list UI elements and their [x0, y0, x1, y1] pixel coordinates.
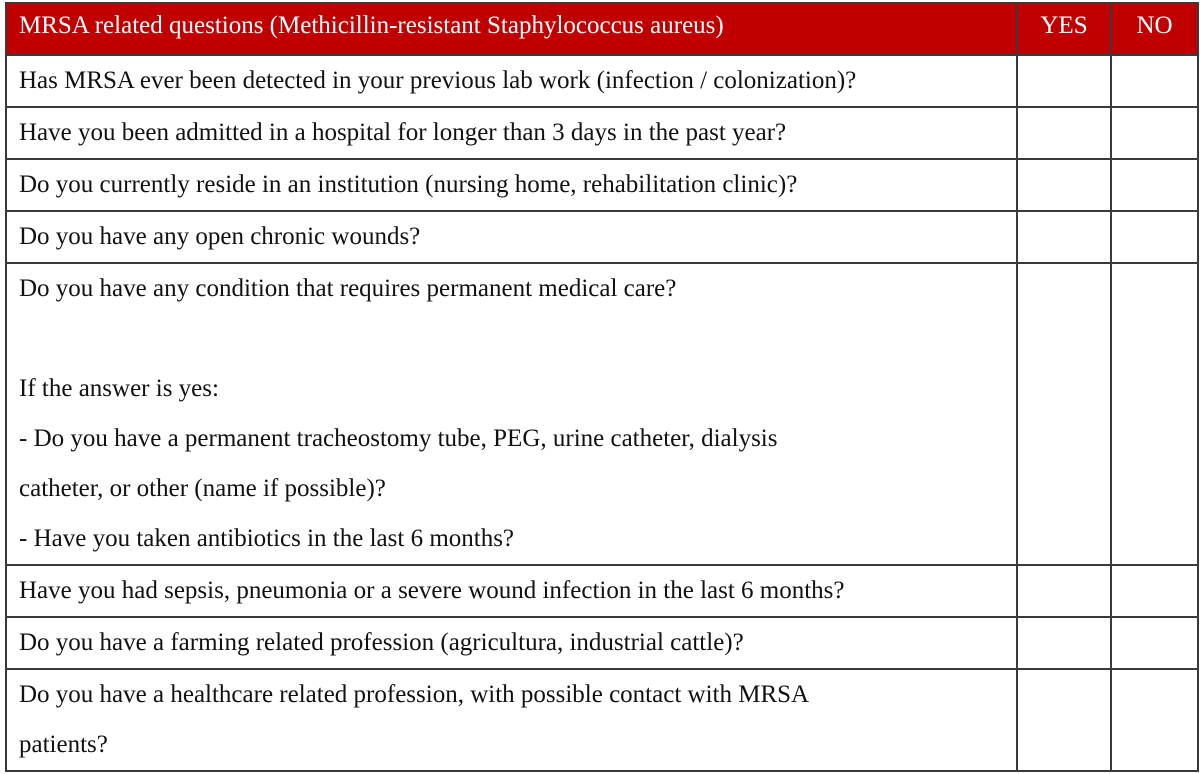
yes-answer-cell[interactable]: [1017, 669, 1111, 771]
no-answer-cell[interactable]: [1111, 263, 1198, 565]
question-text: Do you have any condition that requires permanent medical care?: [19, 275, 677, 302]
table-row: [6, 669, 1198, 771]
mrsa-questionnaire-table: [5, 2, 1199, 772]
question-text: Have you had sepsis, pneumonia or a severe wound infection in the last 6 months?: [19, 577, 845, 604]
yes-answer-cell[interactable]: [1017, 55, 1111, 107]
question-text: Do you have a farming related profession (agricultura, industrial cattle)?: [19, 629, 744, 656]
question-text: Do you currently reside in an institution (nursing home, rehabilitation clinic)?: [19, 171, 798, 198]
question-text: catheter, or other (name if possible)?: [19, 475, 386, 502]
no-answer-cell[interactable]: [1111, 617, 1198, 669]
yes-header: YES: [1017, 3, 1111, 55]
question-text: Have you been admitted in a hospital for longer than 3 days in the past year?: [19, 119, 787, 146]
question-cell: [6, 159, 1017, 211]
question-cell: [6, 107, 1017, 159]
question-cell: [6, 669, 1017, 771]
yes-answer-cell[interactable]: [1017, 263, 1111, 565]
no-answer-cell[interactable]: [1111, 565, 1198, 617]
table-row: [6, 263, 1198, 565]
no-answer-cell[interactable]: [1111, 669, 1198, 771]
no-answer-cell[interactable]: [1111, 55, 1198, 107]
question-text: Do you have a healthcare related profession, with possible contact with MRSA: [19, 681, 810, 708]
question-cell: [6, 617, 1017, 669]
table-row: [6, 211, 1198, 263]
question-text: If the answer is yes:: [19, 375, 219, 402]
question-text: Do you have any open chronic wounds?: [19, 223, 421, 250]
yes-answer-cell[interactable]: [1017, 211, 1111, 263]
question-header: MRSA related questions (Methicillin-resistant Staphylococcus aureus): [6, 3, 1017, 55]
yes-answer-cell[interactable]: [1017, 159, 1111, 211]
question-cell: [6, 263, 1017, 565]
no-header: NO: [1111, 3, 1198, 55]
table-row: [6, 565, 1198, 617]
no-answer-cell[interactable]: [1111, 159, 1198, 211]
question-cell: [6, 211, 1017, 263]
question-cell: [6, 565, 1017, 617]
table-row: [6, 55, 1198, 107]
header-row: [6, 3, 1198, 55]
question-text: - Do you have a permanent tracheostomy tube, PEG, urine catheter, dialysis: [19, 425, 778, 452]
no-answer-cell[interactable]: [1111, 107, 1198, 159]
yes-answer-cell[interactable]: [1017, 565, 1111, 617]
no-answer-cell[interactable]: [1111, 211, 1198, 263]
table-row: [6, 107, 1198, 159]
question-text: Has MRSA ever been detected in your previous lab work (infection / colonization)?: [19, 67, 857, 94]
table-row: [6, 159, 1198, 211]
blank-line: [19, 314, 1004, 364]
question-text: patients?: [19, 731, 108, 758]
yes-answer-cell[interactable]: [1017, 107, 1111, 159]
question-cell: [6, 55, 1017, 107]
table-row: [6, 617, 1198, 669]
question-text: - Have you taken antibiotics in the last 6 months?: [19, 525, 515, 552]
yes-answer-cell[interactable]: [1017, 617, 1111, 669]
